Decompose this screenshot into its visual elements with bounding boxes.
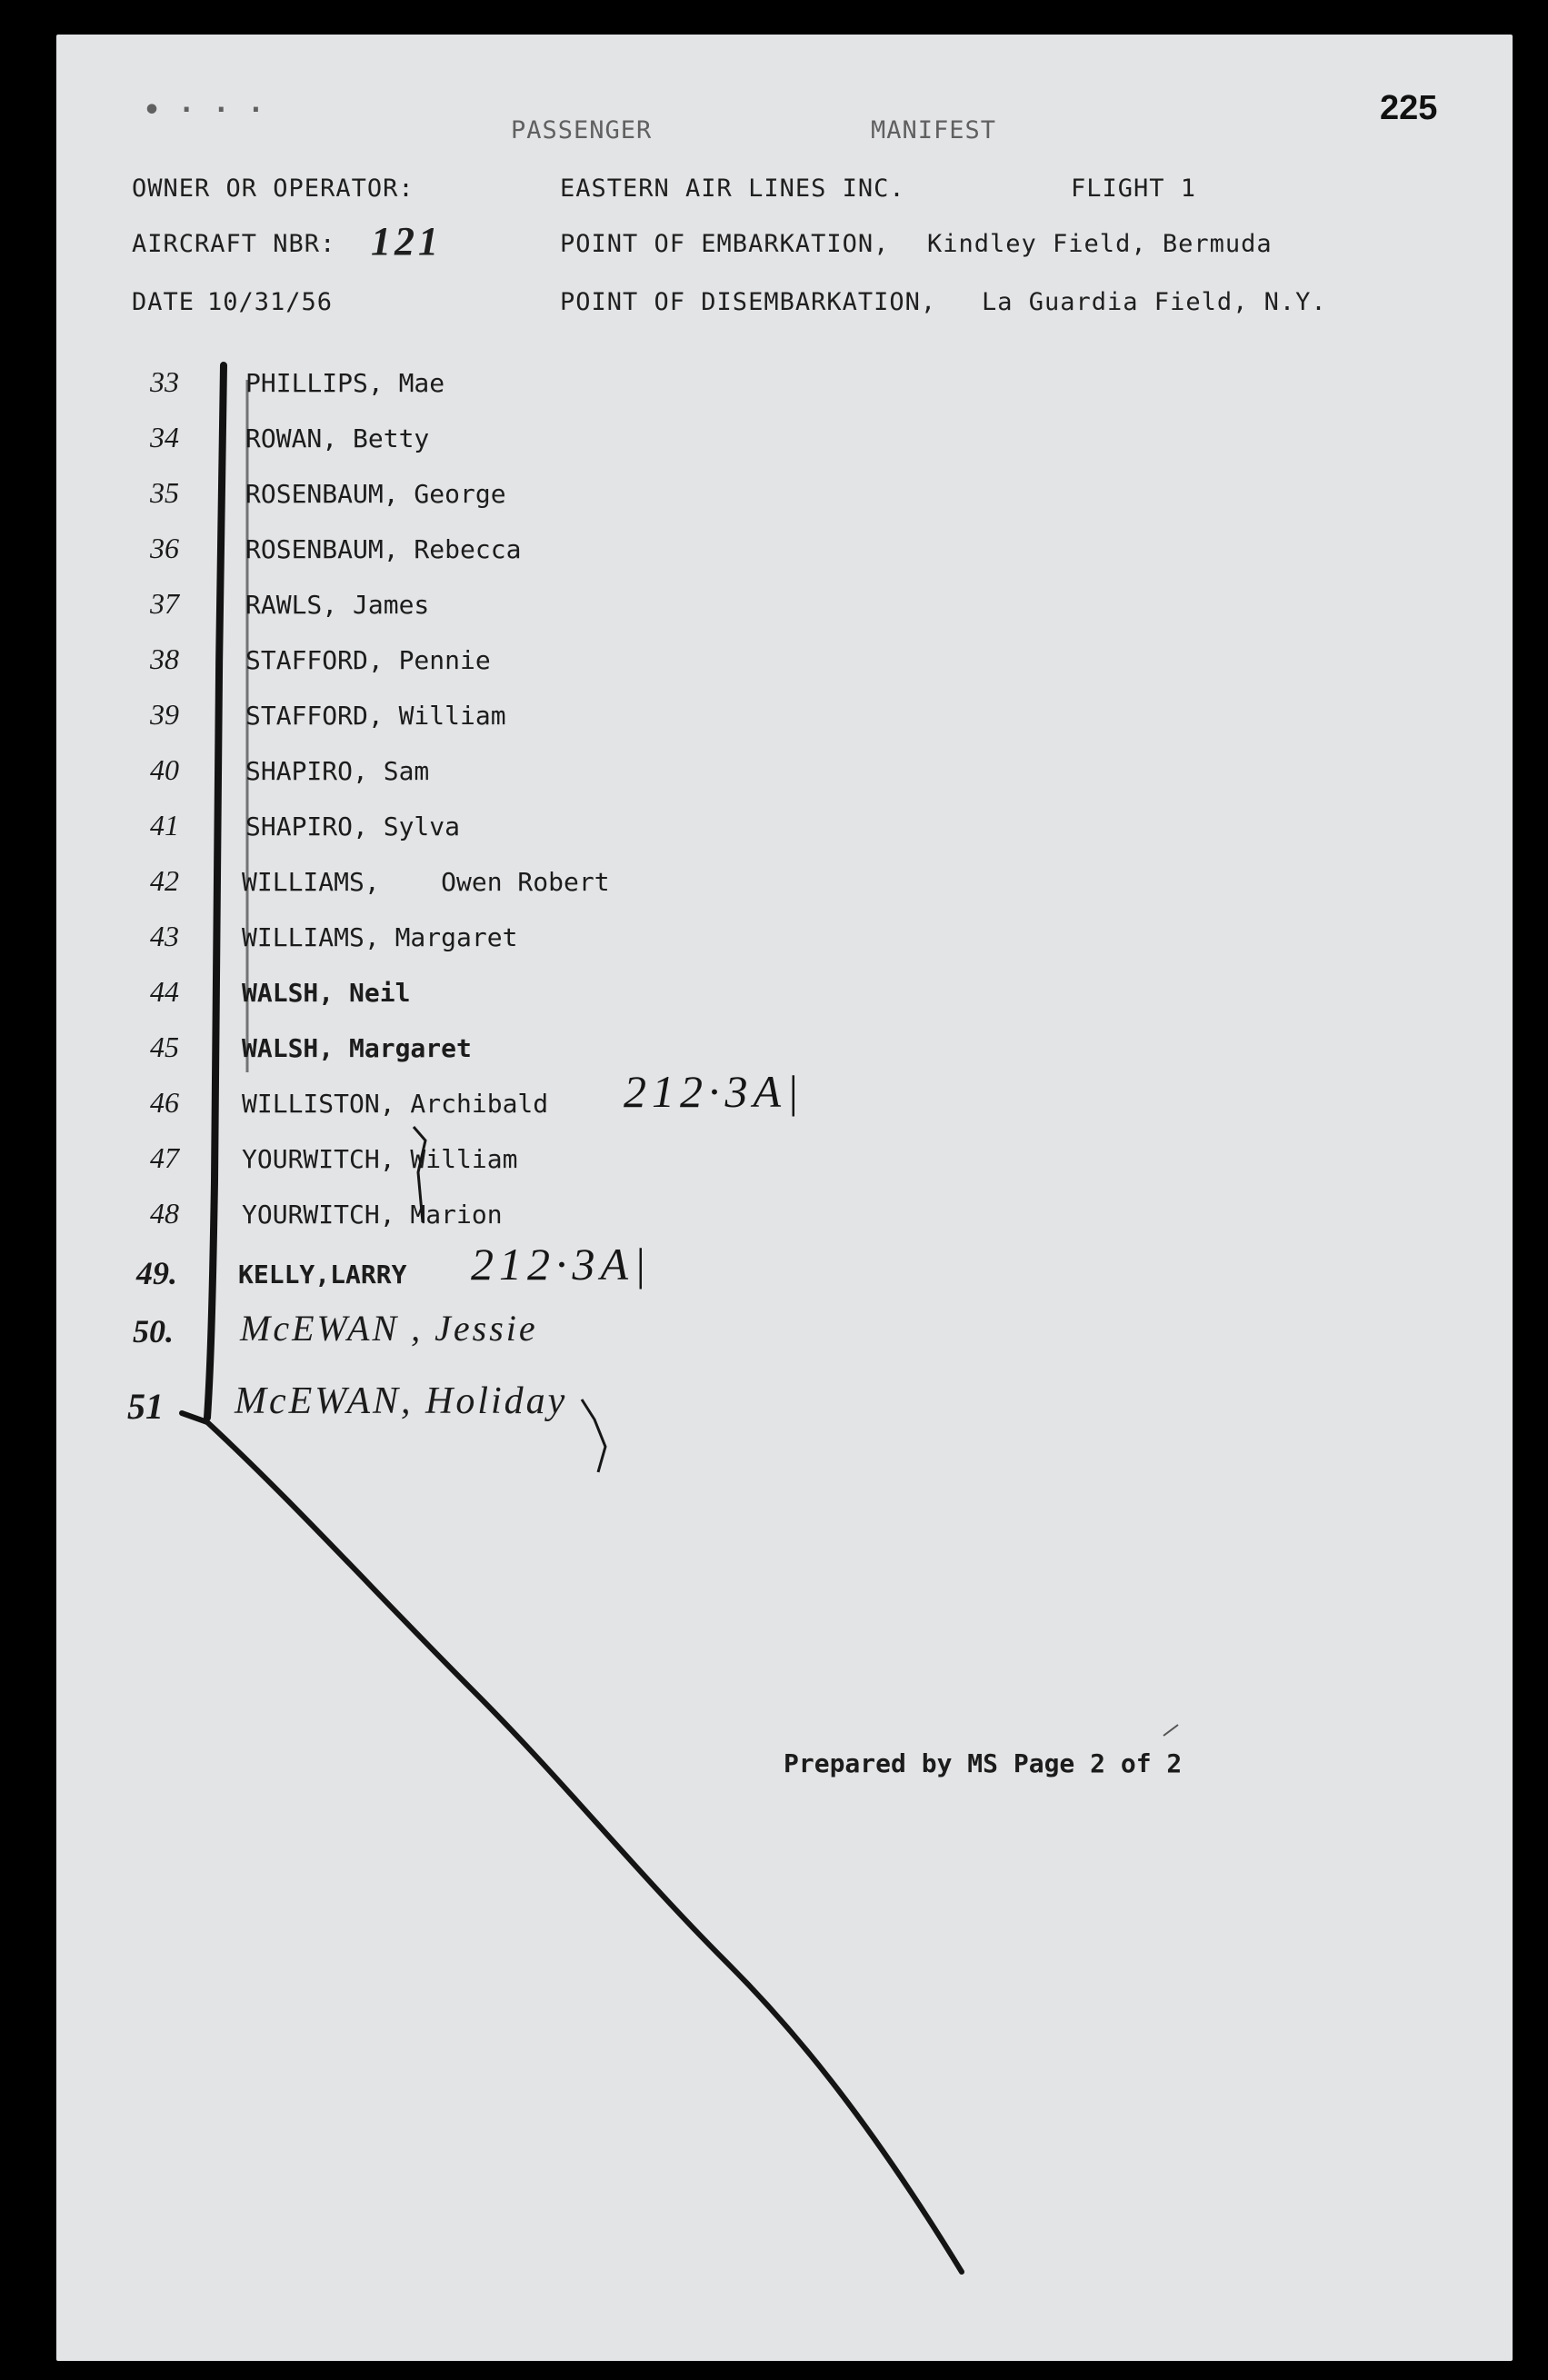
- passenger-name: McEWAN , Jessie: [240, 1308, 538, 1349]
- passenger-name: YOURWITCH, William: [242, 1144, 518, 1174]
- passenger-name: YOURWITCH, Marion: [242, 1200, 503, 1230]
- row-number: 39: [150, 698, 179, 731]
- owner-label: OWNER OR OPERATOR:: [132, 174, 414, 203]
- disembarkation-label: POINT OF DISEMBARKATION,: [560, 288, 937, 316]
- row-number: 46: [150, 1086, 179, 1119]
- passenger-name: ROSENBAUM, George: [245, 479, 506, 509]
- handwritten-tail: [582, 1399, 605, 1472]
- aircraft-label: AIRCRAFT NBR:: [132, 230, 336, 258]
- passenger-name: STAFFORD, William: [245, 701, 506, 731]
- strikeover-mark: [414, 1127, 425, 1222]
- check-mark: [1163, 1725, 1178, 1736]
- top-left-marks: • · · ·: [144, 95, 265, 126]
- row-number: 35: [150, 476, 179, 509]
- row-number: 38: [150, 642, 179, 675]
- manifest-title-left: PASSENGER: [511, 116, 653, 144]
- passenger-name: McEWAN, Holiday: [235, 1380, 568, 1422]
- row-number: 42: [150, 864, 179, 897]
- passenger-name: KELLY,LARRY: [238, 1260, 407, 1290]
- handwritten-annotation: 212·3A|: [471, 1239, 652, 1290]
- row-number: 45: [150, 1031, 179, 1063]
- passenger-name: RAWLS, James: [245, 590, 430, 620]
- passenger-name: STAFFORD, Pennie: [245, 645, 491, 675]
- diagonal-cancel-line: [207, 1422, 962, 2272]
- row-number: 51: [127, 1386, 164, 1427]
- embarkation-label: POINT OF EMBARKATION,: [560, 230, 890, 258]
- row-number: 37: [150, 587, 179, 620]
- flight-label: FLIGHT 1: [1071, 174, 1197, 203]
- passenger-name: ROWAN, Betty: [245, 423, 430, 453]
- row-number: 50.: [133, 1313, 174, 1349]
- passenger-name: SHAPIRO, Sam: [245, 756, 430, 786]
- date-label: DATE: [132, 288, 195, 316]
- passenger-name: SHAPIRO, Sylva: [245, 812, 461, 841]
- row-number: 44: [150, 975, 179, 1008]
- row-number: 48: [150, 1197, 179, 1230]
- row-number: 47: [150, 1141, 179, 1174]
- manifest-title-right: MANIFEST: [871, 116, 997, 144]
- handwritten-annotation: 212·3A|: [624, 1066, 804, 1117]
- passenger-name: ROSENBAUM, Rebecca: [245, 534, 522, 564]
- aircraft-number: 121: [371, 219, 442, 264]
- row-number: 41: [150, 809, 179, 841]
- row-number: 34: [150, 421, 179, 453]
- passenger-name: WILLIAMS, Margaret: [242, 922, 518, 952]
- bracket-tick: [182, 1413, 207, 1422]
- passenger-name: PHILLIPS, Mae: [245, 368, 445, 398]
- passenger-name: WILLISTON, Archibald: [242, 1089, 549, 1119]
- row-number: 43: [150, 920, 179, 952]
- row-number: 49.: [136, 1255, 177, 1291]
- row-number: 36: [150, 532, 179, 564]
- page-number: 225: [1380, 89, 1438, 127]
- date-value: 10/31/56: [207, 288, 334, 316]
- passenger-name: WILLIAMS, Owen Robert: [242, 867, 610, 897]
- passenger-name: WALSH, Neil: [242, 978, 411, 1008]
- embarkation-value: Kindley Field, Bermuda: [927, 230, 1273, 258]
- owner-value: EASTERN AIR LINES INC.: [560, 174, 905, 203]
- row-number: 40: [150, 753, 179, 786]
- row-number: 33: [150, 365, 179, 398]
- bracket-line: [207, 365, 224, 1418]
- passenger-name: WALSH, Margaret: [242, 1033, 472, 1063]
- disembarkation-value: La Guardia Field, N.Y.: [982, 288, 1327, 316]
- prepared-by-footer: Prepared by MS Page 2 of 2: [784, 1748, 1183, 1778]
